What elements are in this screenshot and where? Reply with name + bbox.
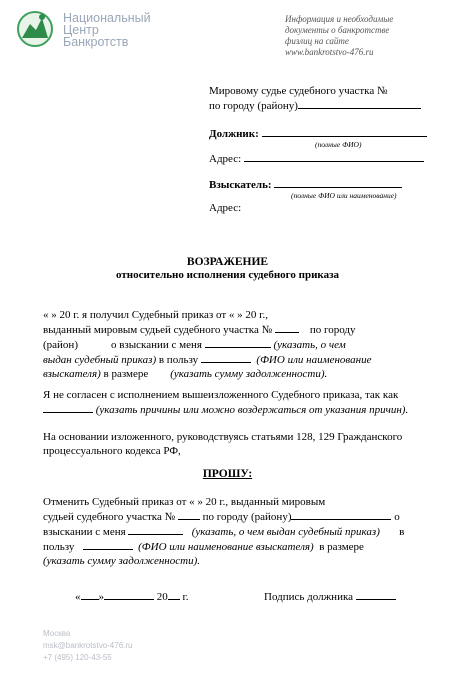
- footer-contacts: [43, 628, 243, 664]
- request-heading: ПРОШУ:: [202, 468, 253, 480]
- paragraph-basis: На основании изложенного, руководствуясь статьями 128, 129 Гражданского процессуального кодекса РФ,: [43, 431, 403, 457]
- info-line: Информация и необходимые: [285, 14, 394, 24]
- logo-line: Банкротств: [63, 35, 129, 49]
- address2-row: [209, 202, 449, 215]
- info-link[interactable]: www.bankrotstvo-476.ru: [285, 47, 374, 57]
- info-note: [285, 14, 453, 58]
- info-line: документы о банкротстве: [285, 25, 390, 35]
- doc-subtitle: относительно исполнения судебного приказа: [115, 269, 340, 281]
- address-fill-line: [244, 151, 424, 162]
- footer-city: Москва: [43, 629, 71, 638]
- debtor-label: Должник:: [209, 128, 259, 140]
- paragraph-received: « » 20 г. я получил Судебный приказ от « » 20 г., выданный мировым судьей судебного участка № по городу (район) о взыскании с меня (указать, о чем выдан судебный приказ) в пользу (ФИО или наименование взыскателя) в размере (указать сумму задолженности).: [43, 309, 372, 380]
- debtor-row: [209, 126, 449, 141]
- debtor-fill-line: [262, 126, 427, 137]
- address-label: Адрес:: [209, 153, 242, 165]
- paragraph-request: Отменить Судебный приказ от « » 20 г., выданный мировым судьей судебного участка № по городу (району) о взыскании с меня (указать, о чем выдан судебный приказ) в пользу (ФИО или наименование взыскателя) в размере (указать сумму задолженности).: [43, 496, 405, 567]
- logo-line: Национальный: [63, 11, 151, 25]
- claimant-row: [209, 177, 449, 192]
- footer-phone[interactable]: +7 (495) 120-43-55: [43, 653, 112, 662]
- signature-fill-line: [356, 589, 396, 600]
- signature-date: « » 20 г.: [75, 591, 189, 603]
- addressee-line2: по городу (району): [209, 98, 449, 113]
- info-line: физлиц на сайте: [285, 36, 349, 46]
- paragraph-disagree: Я не согласен с исполнением вышеизложенного Судебного приказа, так как (указать причины или можно воздержаться от указания причин).: [43, 389, 409, 416]
- address-row: [209, 151, 449, 166]
- logo-emblem: [12, 8, 58, 50]
- doc-title: ВОЗРАЖЕНИЕ: [186, 256, 269, 268]
- logo-line: Центр: [63, 23, 99, 37]
- debtor-hint: (полные ФИО): [315, 140, 362, 149]
- fill-line: [298, 98, 421, 109]
- signature-field: [264, 589, 396, 603]
- signature-label: Подпись должника: [264, 591, 354, 603]
- claimant-label: Взыскатель:: [209, 179, 272, 191]
- claimant-hint: (полные ФИО или наименование): [291, 191, 397, 200]
- footer-email[interactable]: msk@bankrotstvo-476.ru: [43, 641, 133, 650]
- address2-label: Адрес:: [209, 202, 242, 214]
- logo-text: [63, 12, 183, 48]
- claimant-fill-line: [274, 177, 402, 188]
- addressee-line1: Мировому судье судебного участка №: [209, 85, 388, 97]
